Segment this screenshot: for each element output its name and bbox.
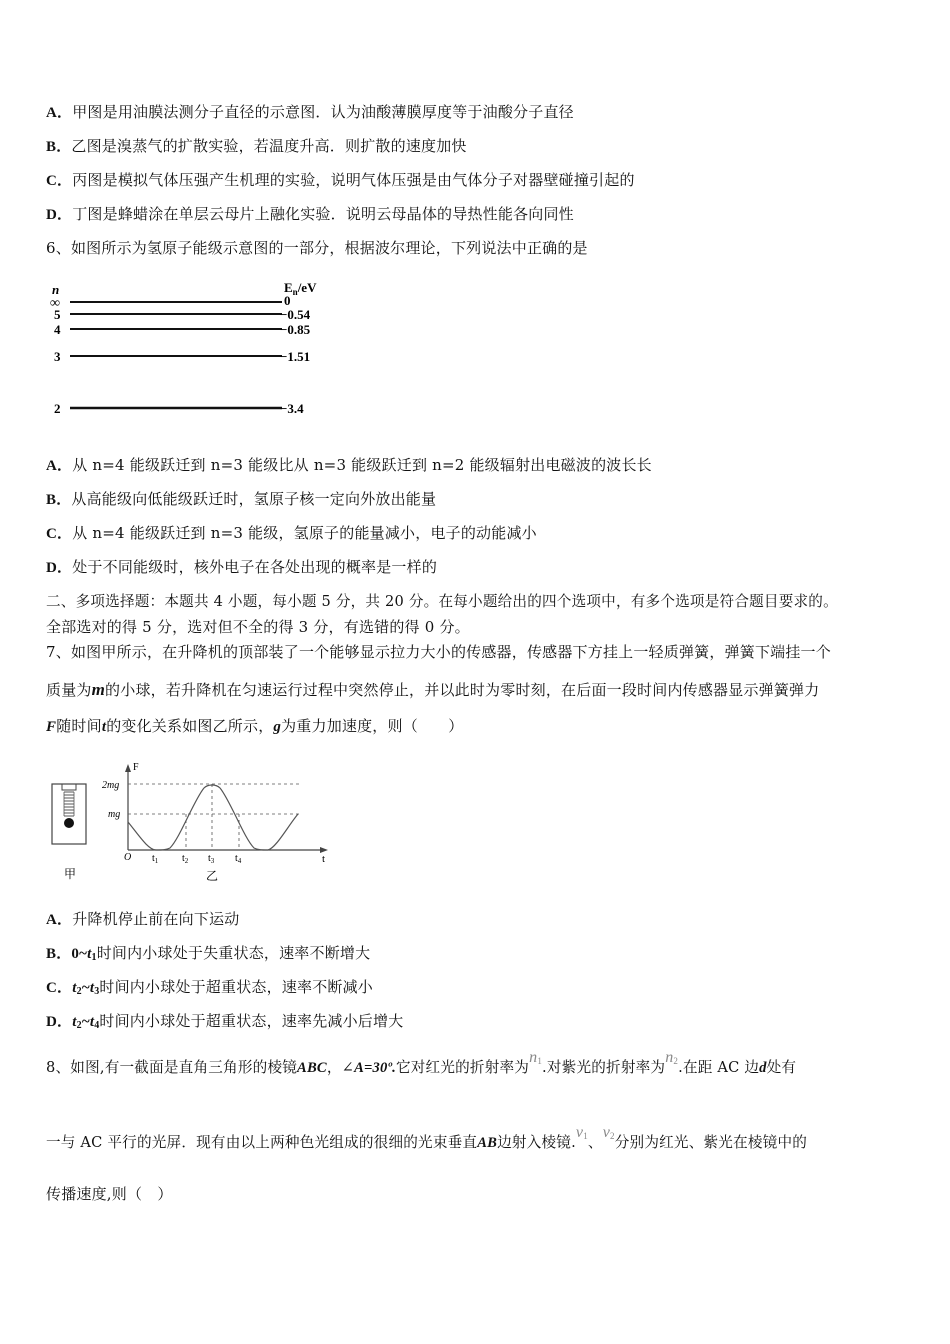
ball-icon (64, 818, 74, 828)
level-e-2: −3.4 (280, 401, 304, 416)
level-n-4: 4 (54, 322, 61, 337)
energy-axis-label: $E_n/eV$ (284, 280, 317, 297)
x-tick-t2: $t_2$ (182, 853, 189, 865)
level-e-3: −1.51 (280, 349, 311, 364)
elevator-diagram (46, 780, 96, 885)
level-e-4: −0.85 (280, 322, 311, 337)
q5-option-c: C．丙图是模拟气体压强产生机理的实验，说明气体压强是由气体分子对器壁碰撞引起的 (46, 171, 635, 189)
section2-instructions-line1: 二、多项选择题：本题共 4 小题，每小题 5 分，共 20 分。在每小题给出的四个选项中，有多个选项是符合题目要求的。 (46, 593, 838, 610)
q7-option-a: A．升降机停止前在向下运动 (46, 910, 240, 928)
q6-option-d: D．处于不同能级时，核外电子在各处出现的概率是一样的 (46, 558, 438, 576)
q5-option-d: D．丁图是蜂蜡涂在单层云母片上融化实验．说明云母晶体的导热性能各向同性 (46, 205, 574, 223)
level-n-3: 3 (54, 349, 61, 364)
v1-formula: $v_1$ (575, 1124, 588, 1141)
y-axis-label: F (133, 762, 139, 773)
q5-option-a: A．甲图是用油膜法测分子直径的示意图．认为油酸薄膜厚度等于油酸分子直径 (46, 103, 574, 121)
v2-formula: $v_2$ (602, 1124, 615, 1141)
q8-stem-line3: 传播速度,则（ ） (46, 1185, 173, 1203)
n1-formula: $n_1$ (529, 1049, 543, 1066)
q6-option-b: B．从高能级向低能级跃迁时，氢原子核一定向外放出能量 (46, 490, 437, 508)
level-n-inf: ∞ (50, 296, 60, 311)
x-tick-t4: $t_4$ (235, 853, 242, 865)
level-n-5: 5 (54, 307, 61, 322)
level-e-5: −0.54 (280, 307, 311, 322)
x-tick-t1: $t_1$ (152, 853, 159, 865)
force-time-graph (100, 760, 340, 885)
section2-instructions-line2: 全部选对的得 5 分，选对但不全的得 3 分，有选错的得 0 分。 (46, 618, 470, 636)
n2-formula: $n_2$ (665, 1049, 679, 1066)
q6-option-c: C．从 n=4 能级跃迁到 n=3 能级，氢原子的能量减小，电子的动能减小 (46, 524, 537, 542)
q6-option-a: A．从 n=4 能级跃迁到 n=3 能级比从 n=3 能级跃迁到 n=2 能级辐射出电磁波的波长长 (46, 456, 652, 474)
q8-stem-line1: 8、如图,有一截面是直角三角形的棱镜ABC，∠A=30º.它对红光的折射率为$n_1$.对紫光的折射率为$n_2$.在距 AC 边d处有 (46, 1049, 797, 1076)
force-curve (128, 785, 298, 850)
q7-stem-line2: 质量为m的小球，若升降机在匀速运行过程中突然停止，并以此时为零时刻，在后面一段时间内传感器显示弹簧弹力 (46, 680, 820, 699)
y-tick-mg: mg (108, 809, 121, 820)
level-e-inf: 0 (284, 293, 291, 308)
n-axis-label: n (52, 282, 60, 297)
origin-label: O (124, 852, 132, 863)
q5-option-b: B．乙图是溴蒸气的扩散实验，若温度升高．则扩散的速度加快 (46, 137, 467, 155)
q6-stem: 6、如图所示为氢原子能级示意图的一部分，根据波尔理论，下列说法中正确的是 (46, 239, 588, 257)
q7-option-b: B．$0\sim t_1$时间内小球处于失重状态，速率不断增大 (46, 944, 371, 963)
figure-caption-jia: 甲 (64, 867, 77, 881)
q8-stem-line2: 一与 AC 平行的光屏．现有由以上两种色光组成的很细的光束垂直AB边射入棱镜$.v_1$、$v_2$分别为红光、紫光在棱镜中的 (46, 1124, 808, 1151)
y-tick-2mg: 2mg (102, 780, 120, 791)
q7-stem-line3: F随时间t的变化关系如图乙所示，g为重力加速度，则（ ） (46, 717, 464, 735)
q7-stem-line1: 7、如图甲所示，在升降机的顶部装了一个能够显示拉力大小的传感器，传感器下方挂上一轻质弹簧，弹簧下端挂一个 (46, 643, 831, 661)
q7-option-d: D．$t_2\sim t_4$时间内小球处于超重状态，速率先减小后增大 (46, 1012, 404, 1031)
x-axis-label: t (322, 853, 326, 865)
figure-caption-yi: 乙 (206, 869, 219, 883)
x-tick-t3: $t_3$ (208, 853, 215, 865)
level-n-2: 2 (54, 401, 61, 416)
energy-level-diagram (46, 272, 336, 432)
q7-option-c: C．$t_2\sim t_3$时间内小球处于超重状态，速率不断减小 (46, 978, 374, 997)
